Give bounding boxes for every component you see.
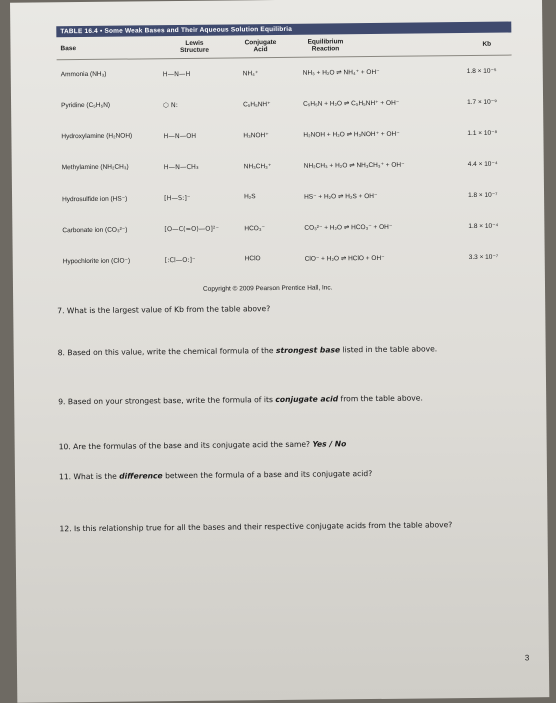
table-row <box>58 211 513 247</box>
q8-emphasis: strongest base <box>275 345 341 356</box>
base-name: Ammonia (NH₃) <box>60 70 107 79</box>
lewis-structure: [O—C(=O)—O]²⁻ <box>164 224 219 234</box>
table-row <box>57 87 512 123</box>
table-caption: TABLE 16.4 • Some Weak Bases and Their Aqueous Solution Equilibria <box>56 22 511 38</box>
kb-value: 1.8 × 10⁻⁴ <box>468 222 499 230</box>
lewis-structure: H—N—OH <box>163 131 197 141</box>
conjugate-acid: H₃NOH⁺ <box>243 132 269 140</box>
kb-value: 1.7 × 10⁻⁹ <box>467 98 498 107</box>
header-kb: Kb <box>482 40 492 48</box>
question-7: 7. What is the largest value of Kb from the table above? <box>57 304 271 316</box>
kb-value: 3.3 × 10⁻⁷ <box>468 253 499 261</box>
q10-text: 10. Are the formulas of the base and its conjugate acid the same? <box>58 439 313 452</box>
question-11 <box>59 469 372 481</box>
table-row <box>58 180 513 216</box>
lewis-structure: [:Cl—O:]⁻ <box>164 255 196 265</box>
equilibrium-reaction: C₅H₅N + H₂O ⇌ C₅H₅NH⁺ + OH⁻ <box>303 99 400 108</box>
worksheet-page <box>10 0 549 703</box>
conjugate-acid: NH₄⁺ <box>242 70 259 78</box>
conjugate-acid: H₂S <box>244 193 256 201</box>
conjugate-acid: NH₃CH₃⁺ <box>243 163 272 171</box>
q9-text: 9. Based on your strongest base, write the formula of its <box>58 395 276 407</box>
equilibrium-reaction: ClO⁻ + H₂O ⇌ HClO + OH⁻ <box>304 254 385 263</box>
q8-text-end: listed in the table above. <box>340 344 438 355</box>
kb-value: 1.8 × 10⁻⁷ <box>468 191 498 199</box>
base-name: Carbonate ion (CO₃²⁻) <box>62 226 128 235</box>
q9-emphasis: conjugate acid <box>275 394 339 405</box>
q10-yes-no: Yes / No <box>312 439 347 449</box>
table-row <box>59 242 514 278</box>
q8-text: 8. Based on this value, write the chemical formula of the <box>57 346 277 358</box>
base-name: Hypochlorite ion (ClO⁻) <box>62 257 131 266</box>
kb-value: 1.8 × 10⁻⁵ <box>466 67 497 76</box>
question-8 <box>58 344 438 357</box>
table-row <box>57 56 512 92</box>
question-10 <box>59 439 347 451</box>
equilibrium-reaction: CO₃²⁻ + H₂O ⇌ HCO₃⁻ + OH⁻ <box>304 223 393 232</box>
weak-bases-table <box>56 22 514 278</box>
lewis-structure: H—N—H <box>162 69 191 79</box>
kb-value: 1.1 × 10⁻⁸ <box>467 129 498 138</box>
header-conjugate: Conjugate Acid <box>244 38 277 54</box>
header-equilibrium: Equilibrium Reaction <box>307 38 344 53</box>
equilibrium-reaction: NH₃ + H₂O ⇌ NH₄⁺ + OH⁻ <box>302 68 380 77</box>
q11-emphasis: difference <box>119 471 163 481</box>
base-name: Hydroxylamine (H₂NOH) <box>61 132 133 141</box>
kb-value: 4.4 × 10⁻⁴ <box>467 160 498 169</box>
lewis-structure: H—N—CH₃ <box>163 162 199 172</box>
q9-text-end: from the table above. <box>338 393 423 404</box>
conjugate-acid: HCO₃⁻ <box>244 225 265 233</box>
base-name: Hydrosulfide ion (HS⁻) <box>62 195 128 204</box>
header-lewis: Lewis Structure <box>180 39 210 55</box>
copyright-line: Copyright © 2009 Pearson Prentice Hall, Inc. <box>202 284 333 293</box>
question-9 <box>58 393 423 406</box>
table-row <box>57 118 512 154</box>
header-base: Base <box>60 45 77 53</box>
conjugate-acid: C₅H₅NH⁺ <box>243 101 271 109</box>
base-name: Pyridine (C₅H₅N) <box>61 101 111 110</box>
lewis-structure: [H—S:]⁻ <box>164 193 191 203</box>
base-name: Methylamine (NH₂CH₃) <box>61 163 129 172</box>
equilibrium-reaction: HS⁻ + H₂O ⇌ H₂S + OH⁻ <box>304 192 378 201</box>
question-12: 12. Is this relationship true for all the bases and their respective conjugate acids from the table above? <box>59 520 453 534</box>
table-row <box>58 149 513 185</box>
page-number: 3 <box>524 653 530 663</box>
conjugate-acid: HClO <box>244 255 261 263</box>
q11-text: 11. What is the <box>58 471 120 482</box>
q11-text-end: between the formula of a base and its conjugate acid? <box>162 469 373 481</box>
lewis-structure: ⬡ N: <box>163 101 178 110</box>
equilibrium-reaction: H₂NOH + H₂O ⇌ H₃NOH⁺ + OH⁻ <box>303 130 400 139</box>
equilibrium-reaction: NH₂CH₃ + H₂O ⇌ NH₃CH₃⁺ + OH⁻ <box>303 161 405 170</box>
